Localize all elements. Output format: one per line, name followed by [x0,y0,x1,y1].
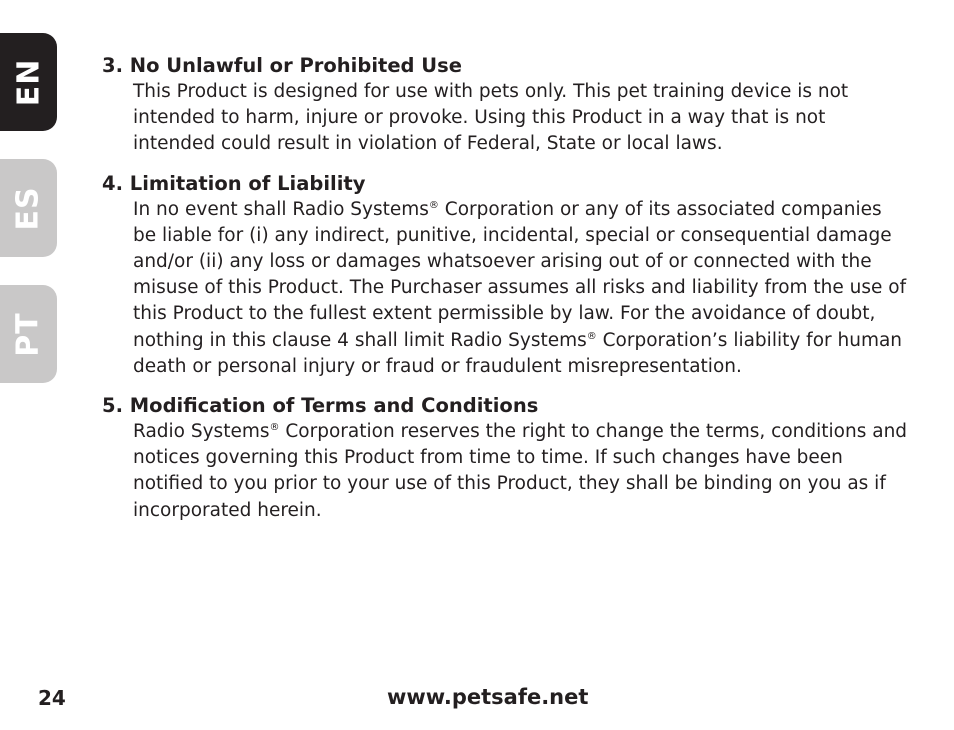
language-tab-en[interactable] [0,33,57,131]
section-title: 3. No Unlawful or Prohibited Use [102,54,462,77]
body-text: This Product is designed for use with pets only. This pet training device is not intended to harm, injure or provoke. Using this Product in a way that is not intended could result in violation of Federal, State or local laws. [133,81,849,155]
registered-mark: ® [586,330,597,342]
language-tab-label: EN [10,58,46,106]
language-tab-es[interactable] [0,159,57,257]
document-content [102,52,908,536]
page-number: 24 [38,686,66,710]
section-title: 5. Modification of Terms and Conditions [102,394,539,418]
body-text: Corporation reserves the right to change the terms, conditions and notices governing this Product from time to time. If such changes have been notified to you prior to your use of this Product, they shall be binding on you as if incorporated herein. [133,421,908,521]
body-text: Corporation’s liability for human death or personal injury or fraud or fraudulent misrepresentation. [133,329,903,377]
registered-mark: ® [269,421,280,433]
section-limitation-of-liability [102,170,907,380]
section-body [133,197,908,380]
body-text: In no event shall Radio Systems [133,198,429,220]
body-text: Radio Systems [133,421,270,443]
language-tab-label: PT [10,311,46,357]
section-body [133,79,908,158]
language-tab-label: ES [10,185,46,231]
section-no-unlawful-use [102,52,902,158]
section-modification-of-terms [102,392,908,524]
body-text: Corporation or any of its associated companies be liable for (i) any indirect, punitive, incidental, special or consequential damage and/or (ii) any loss or damages whatsoever arising out of or connected with the misuse of this Product. The Purchaser assumes all risks and liability from the use of this Product to the fullest extent permissible by law. For the avoidance of doubt, nothing in this clause 4 shall limit Radio Systems [133,198,907,351]
section-body [133,419,908,524]
website-url: www.petsafe.net [387,685,589,709]
section-title: 4. Limitation of Liability [102,171,366,195]
registered-mark: ® [428,199,439,211]
language-tab-pt[interactable] [0,285,57,383]
